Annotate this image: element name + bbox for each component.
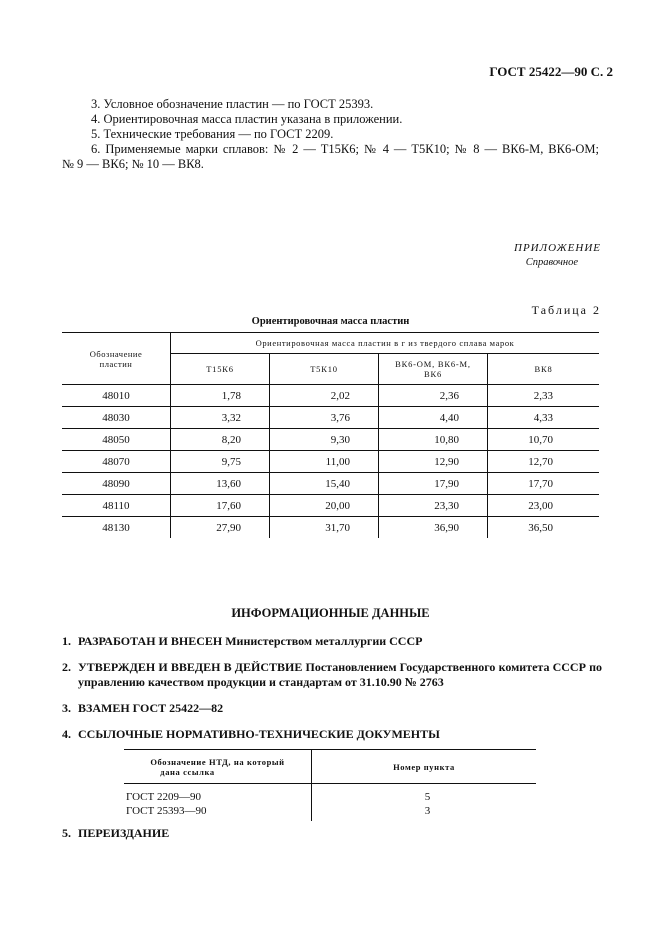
refs-column-header-line: Обозначение НТД, на который	[150, 756, 285, 767]
table-cell: 8,20	[171, 429, 270, 451]
info-item-2	[62, 660, 602, 690]
info-item-number: 4.	[62, 727, 71, 741]
refs-column-header: Номер пункта	[312, 750, 537, 784]
table-cell: 10,70	[488, 429, 600, 451]
table-cell: 4,33	[488, 407, 600, 429]
info-item-3	[62, 701, 602, 716]
info-item-4	[62, 727, 602, 742]
references-table	[124, 749, 536, 821]
info-item-text: РАЗРАБОТАН И ВНЕСЕН Министерством металлургии СССР	[78, 634, 423, 648]
table-row	[62, 473, 599, 495]
plate-id: 48130	[62, 517, 171, 539]
table-label: Таблица 2	[531, 303, 601, 317]
plate-id: 48070	[62, 451, 171, 473]
table-cell: 17,70	[488, 473, 600, 495]
table-cell: 20,00	[270, 495, 379, 517]
table-cell: 17,90	[379, 473, 488, 495]
table-row	[62, 429, 599, 451]
table-row	[62, 385, 599, 407]
refs-column-header-line: дана ссылка	[160, 766, 215, 777]
paragraph-4: 4. Ориентировочная масса пластин указана в приложении.	[91, 112, 403, 126]
paragraph-6: 6. Применяемые марки сплавов: № 2 — Т15К6; № 4 — Т5К10; № 8 — ВК6-М, ВК6-ОМ;	[91, 142, 599, 156]
table-cell: 23,30	[379, 495, 488, 517]
table-cell: 27,90	[171, 517, 270, 539]
table-row	[62, 451, 599, 473]
table-row	[62, 517, 599, 539]
plate-id: 48010	[62, 385, 171, 407]
table-cell: 11,00	[270, 451, 379, 473]
table-cell: 10,80	[379, 429, 488, 451]
plate-id: 48090	[62, 473, 171, 495]
table-cell: 13,60	[171, 473, 270, 495]
ref-document: ГОСТ 25393—90	[124, 804, 312, 821]
table-cell: 3,32	[171, 407, 270, 429]
column-header: Т15К6	[171, 354, 270, 385]
plate-id: 48110	[62, 495, 171, 517]
info-item-2-line-1	[62, 660, 602, 675]
info-item-5	[62, 826, 602, 841]
table-title: Ориентировочная масса пластин	[251, 316, 410, 327]
column-header	[379, 354, 488, 385]
row-header-text: Обозначение пластин	[89, 348, 143, 369]
table-cell: 17,60	[171, 495, 270, 517]
info-item-number: 1.	[62, 634, 71, 648]
appendix-title: ПРИЛОЖЕНИЕ	[514, 242, 601, 254]
row-header	[62, 333, 171, 385]
table-cell: 2,36	[379, 385, 488, 407]
table-row	[62, 495, 599, 517]
column-header: Т5К10	[270, 354, 379, 385]
table-cell: 36,90	[379, 517, 488, 539]
info-title: ИНФОРМАЦИОННЫЕ ДАННЫЕ	[231, 606, 430, 620]
info-item-number: 3.	[62, 701, 71, 715]
page-header: ГОСТ 25422—90 С. 2	[489, 64, 613, 79]
table-cell: 2,33	[488, 385, 600, 407]
table-cell: 9,30	[270, 429, 379, 451]
table-cell: 23,00	[488, 495, 600, 517]
table-cell: 3,76	[270, 407, 379, 429]
ref-item: 5	[424, 791, 431, 803]
ref-item: 3	[424, 805, 431, 817]
table-cell: 12,70	[488, 451, 600, 473]
column-header-text: ВК6-ОМ, ВК6-М, ВК6	[395, 359, 471, 379]
table-cell: 1,78	[171, 385, 270, 407]
paragraph-3: 3. Условное обозначение пластин — по ГОСТ 25393.	[91, 97, 374, 111]
info-item-number: 5.	[62, 826, 71, 840]
paragraph-6-continued: № 9 — ВК6; № 10 — ВК8.	[62, 157, 204, 171]
column-header: ВК8	[488, 354, 600, 385]
ref-document: ГОСТ 2209—90	[124, 784, 312, 805]
plate-id: 48050	[62, 429, 171, 451]
info-item-text: УТВЕРЖДЕН И ВВЕДЕН В ДЕЙСТВИЕ Постановлением Государственного комитета СССР по	[78, 660, 602, 674]
paragraph-5: 5. Технические требования — по ГОСТ 2209.	[91, 127, 334, 141]
appendix-subtitle: Справочное	[525, 257, 578, 268]
info-item-2-line-2: управлению качеством продукции и стандартам от 31.10.90 № 2763	[78, 675, 444, 689]
table-cell: 15,40	[270, 473, 379, 495]
table-cell: 9,75	[171, 451, 270, 473]
plate-id: 48030	[62, 407, 171, 429]
info-item-text: ССЫЛОЧНЫЕ НОРМАТИВНО-ТЕХНИЧЕСКИЕ ДОКУМЕНТЫ	[78, 727, 440, 741]
mass-table	[62, 332, 599, 538]
table-cell: 12,90	[379, 451, 488, 473]
table-cell: 36,50	[528, 521, 553, 534]
table-row	[62, 407, 599, 429]
group-header: Ориентировочная масса пластин в г из твердого сплава марок	[171, 333, 600, 354]
table-row	[124, 804, 536, 821]
info-item-text: ПЕРЕИЗДАНИЕ	[78, 826, 170, 840]
info-item-text: ВЗАМЕН ГОСТ 25422—82	[78, 701, 224, 715]
refs-column-header	[124, 750, 312, 784]
table-cell: 2,02	[270, 385, 379, 407]
table-cell: 31,70	[270, 517, 379, 539]
info-item-1	[62, 634, 602, 649]
table-row	[124, 784, 536, 805]
table-cell: 4,40	[379, 407, 488, 429]
info-item-number: 2.	[62, 660, 71, 674]
